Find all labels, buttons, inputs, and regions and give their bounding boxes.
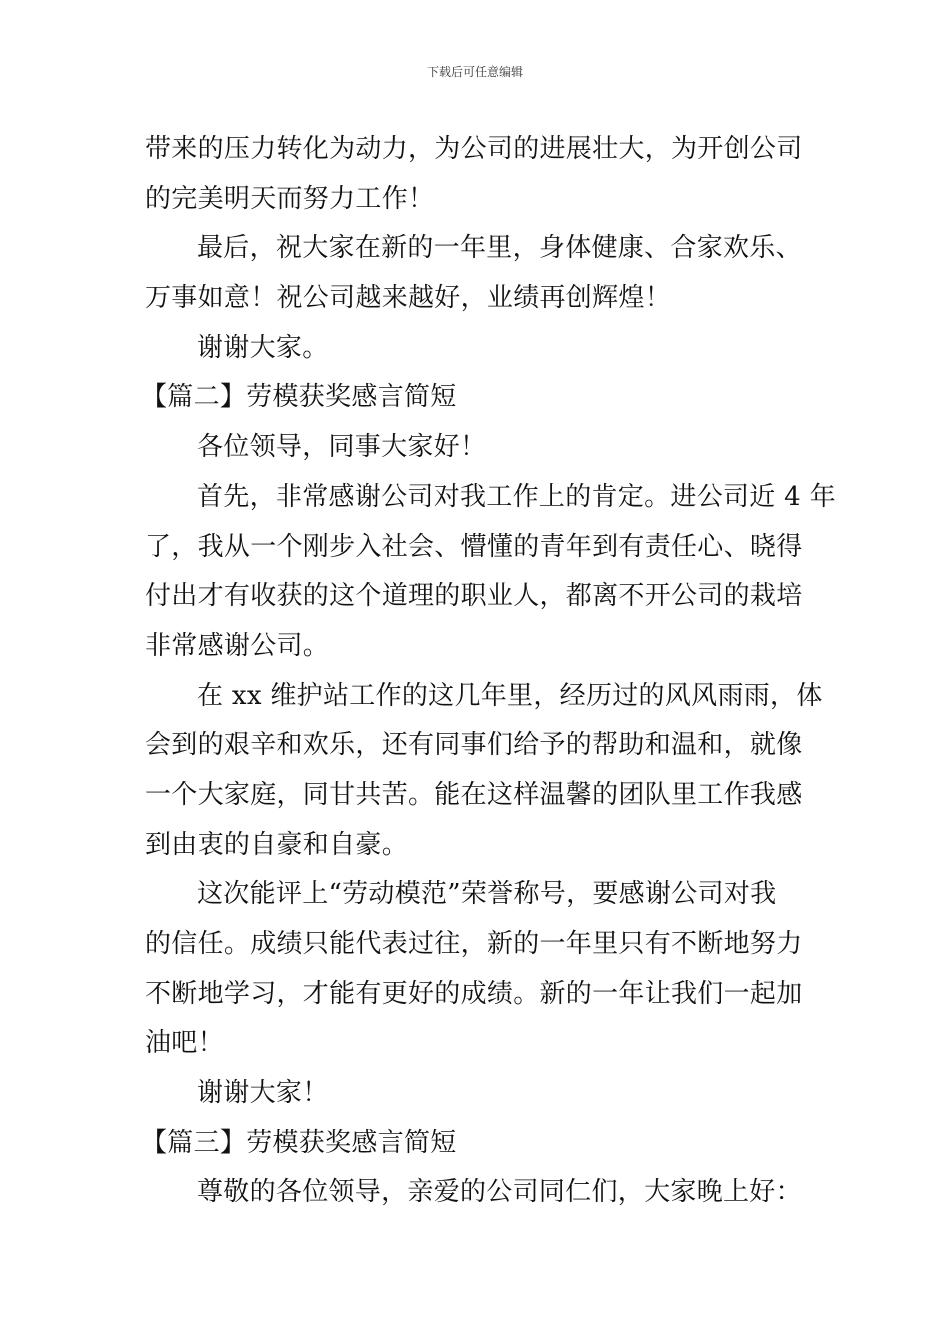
text-line: 最后，祝大家在新的一年里，身体健康、合家欢乐、 xyxy=(197,233,802,264)
text-line: 谢谢大家！ xyxy=(197,1078,329,1109)
text-line: 一个大家庭，同甘共苦。能在这样温馨的团队里工作我感 xyxy=(145,779,803,810)
text-line: 付出才有收获的这个道理的职业人，都离不开公司的栽培 xyxy=(145,581,803,612)
text-line: 带来的压力转化为动力，为公司的进展壮大，为开创公司 xyxy=(145,134,803,164)
text-line: 万事如意！祝公司越来越好，业绩再创辉煌！ xyxy=(145,283,672,314)
text-line: 会到的艰辛和欢乐，还有同事们给予的帮助和温和，就像 xyxy=(145,730,803,761)
text-line: 各位领导，同事大家好！ xyxy=(197,432,487,463)
text-line: 非常感谢公司。 xyxy=(145,630,330,661)
text-line: 在 xx 维护站工作的这几年里，经历过的风风雨雨，体 xyxy=(197,680,823,711)
page-header: 下载后可任意编辑 xyxy=(426,65,523,79)
section-heading: 【篇三】劳模获奖感言简短 xyxy=(141,1127,457,1158)
document-body xyxy=(141,125,836,1218)
text-line: 不断地学习，才能有更好的成绩。新的一年让我们一起加 xyxy=(145,978,803,1009)
text-line: 到由衷的自豪和自豪。 xyxy=(145,829,409,860)
text-line: 首先，非常感谢公司对我工作上的肯定。进公司近 4 年 xyxy=(197,481,836,512)
text-line: 这次能评上“劳动模范”荣誉称号，要感谢公司对我 xyxy=(197,879,777,910)
text-line: 的信任。成绩只能代表过往，新的一年里只有不断地努力 xyxy=(145,929,803,959)
text-line: 油吧！ xyxy=(145,1028,224,1059)
text-line: 谢谢大家。 xyxy=(197,332,329,363)
text-line: 了，我从一个刚步入社会、懵懂的青年到有责任心、晓得 xyxy=(145,531,803,562)
text-line: 的完美明天而努力工作！ xyxy=(145,183,435,214)
section-heading: 【篇二】劳模获奖感言简短 xyxy=(141,382,457,413)
text-line: 尊敬的各位领导，亲爱的公司同仁们，大家晚上好： xyxy=(197,1177,802,1208)
